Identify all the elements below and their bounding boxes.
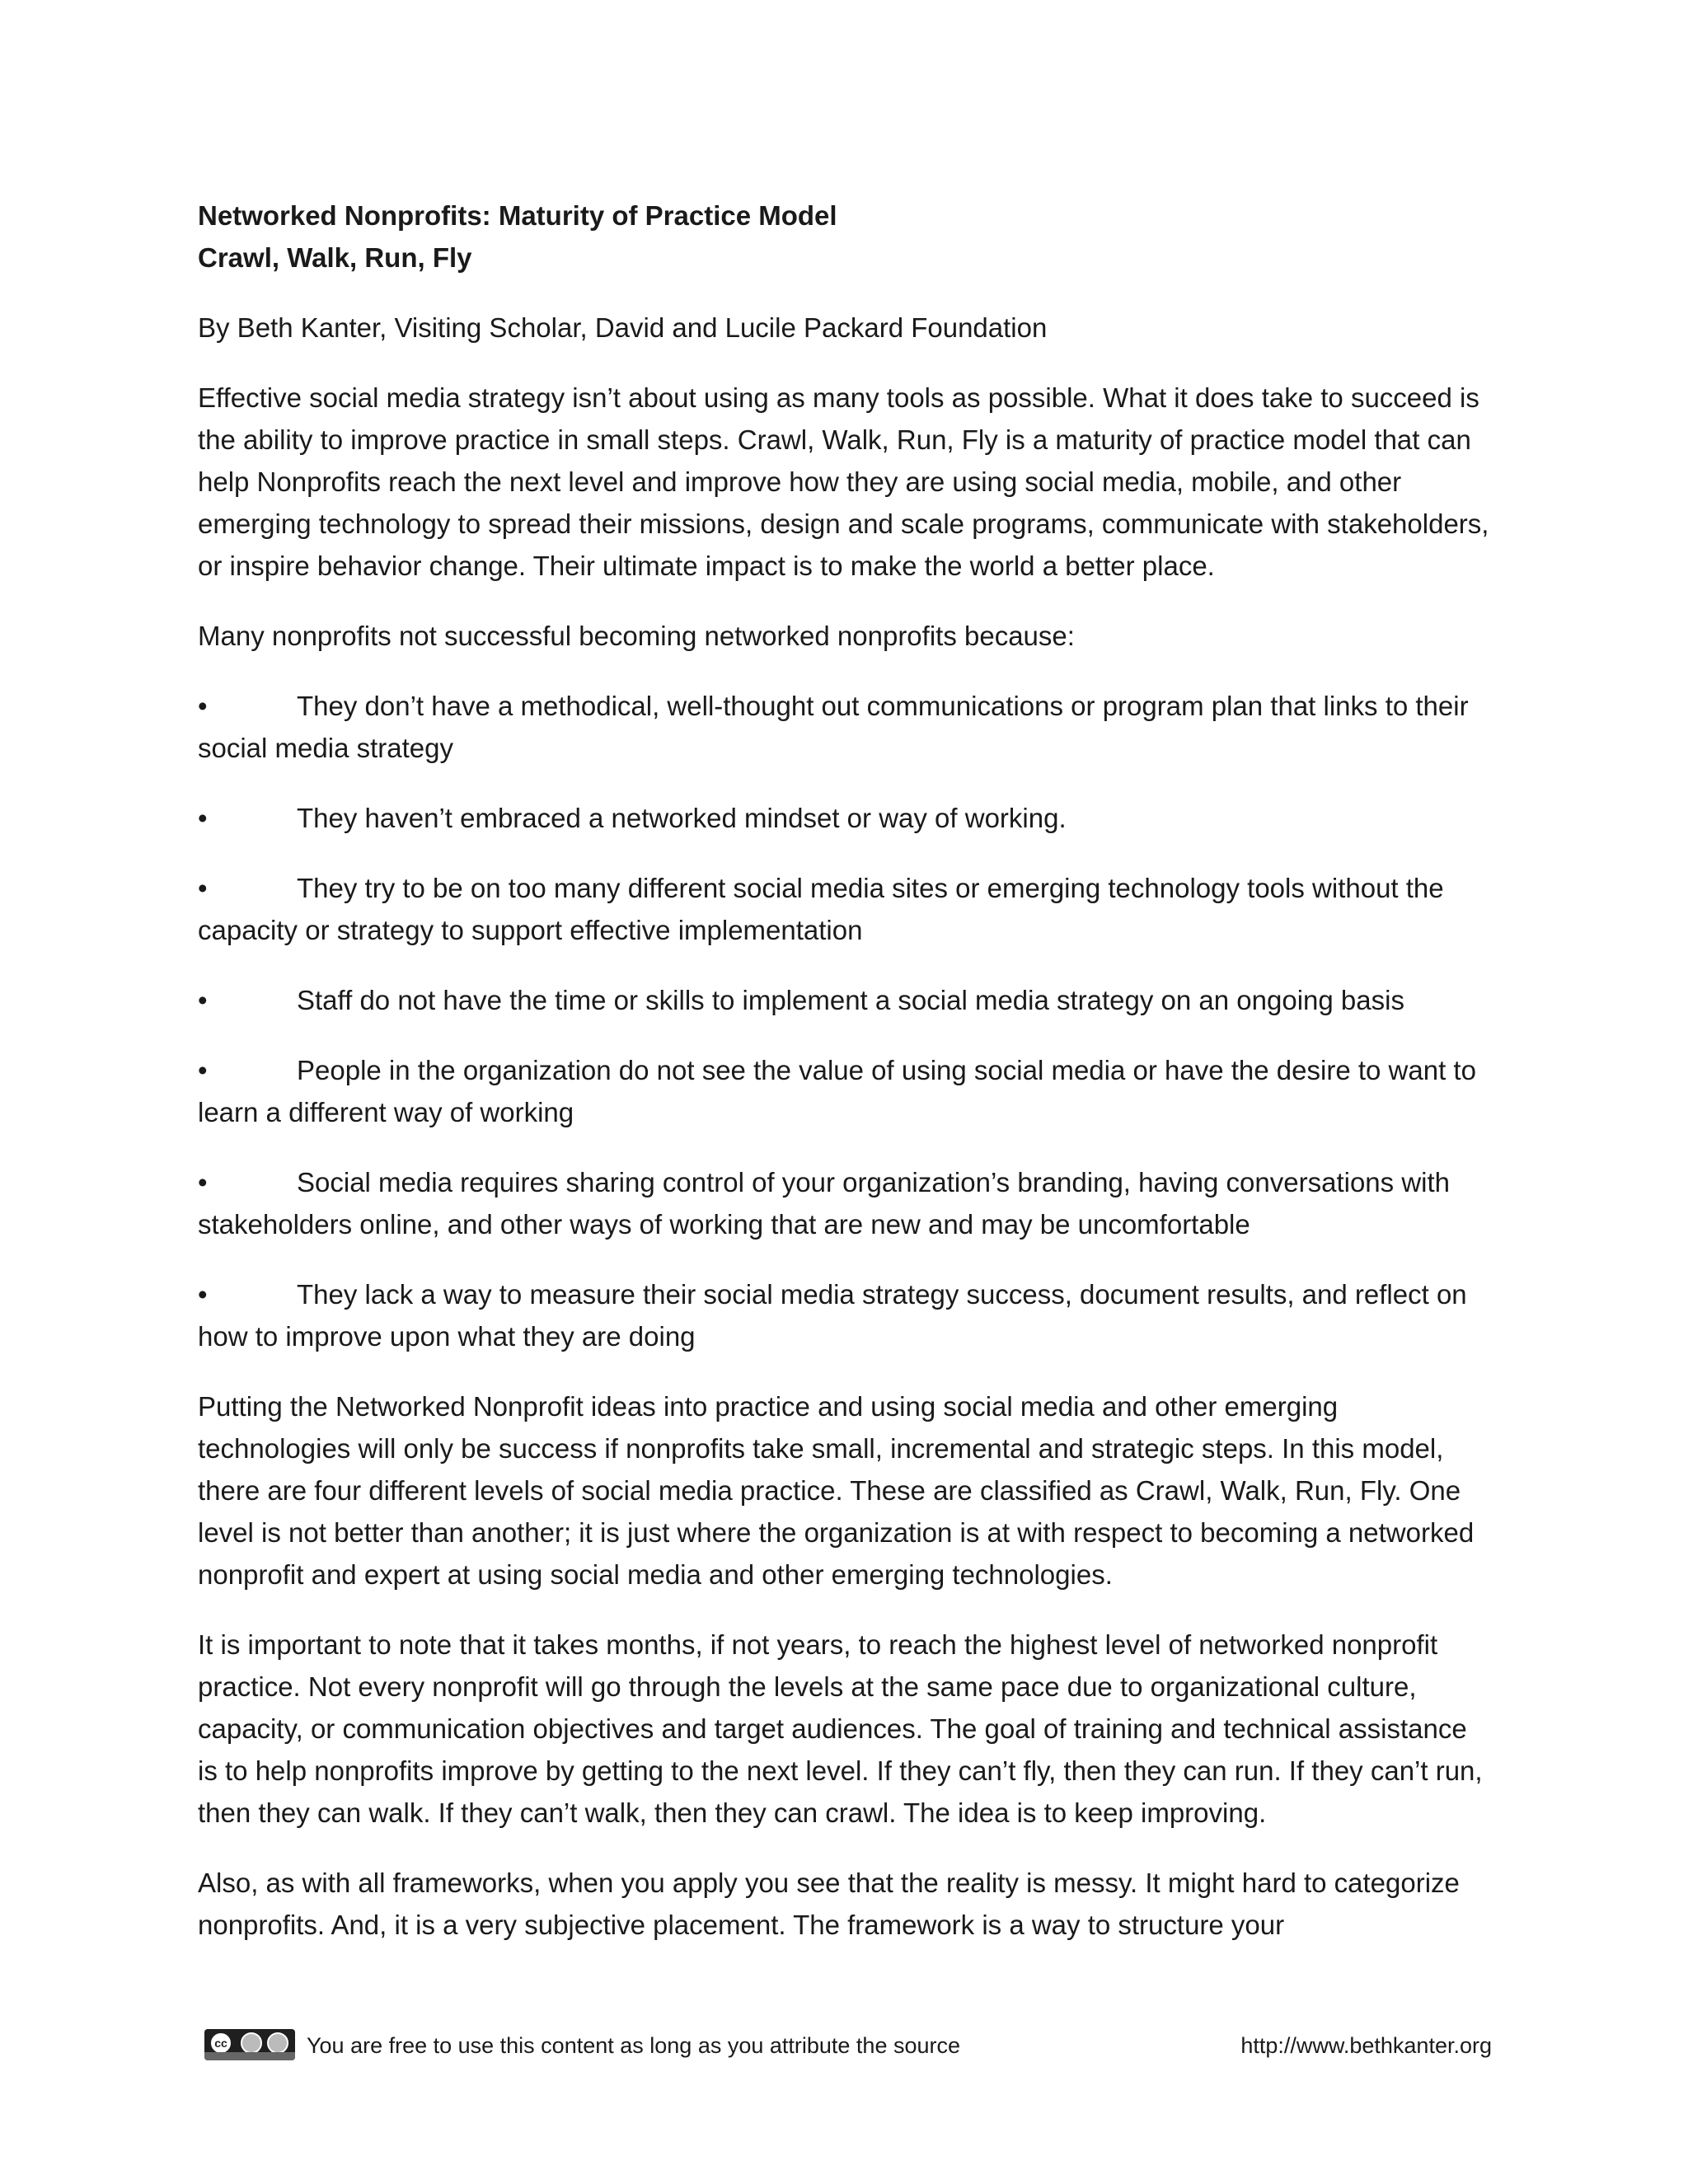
list-item-text: They haven’t embraced a networked mindset or way of working. [297, 803, 1067, 833]
bullet-icon: • [198, 873, 208, 903]
intro-paragraph: Effective social media strategy isn’t about using as many tools as possible. What it does take to succeed is the ability to improve practice in small steps. Crawl, Walk, Run, Fly is a maturity of practice model that can help Nonprofits reach the next level and improve how they are using social media, mobile, and other emerging technology to spread their missions, design and scale programs, communicate with stakeholders, or inspire behavior change. Their ultimate impact is to make the world a better place. [198, 382, 1489, 581]
website-link[interactable]: http://www.bethkanter.org [1240, 2033, 1492, 2058]
document-subtitle: Crawl, Walk, Run, Fly [198, 242, 472, 273]
creative-commons-icon [204, 2029, 295, 2060]
bullet-icon: • [198, 1279, 208, 1310]
bullet-icon: • [198, 803, 208, 833]
list-item [198, 867, 1492, 951]
list-item-text: They try to be on too many different social media sites or emerging technology tools without the capacity or strategy to support effective implementation [198, 873, 1444, 945]
list-item [198, 1161, 1492, 1245]
license-strip [204, 2052, 295, 2060]
list-item-text: People in the organization do not see the value of using social media or have the desire to want to learn a different way of working [198, 1055, 1476, 1127]
reasons-intro: Many nonprofits not successful becoming networked nonprofits because: [198, 621, 1075, 651]
bullet-icon: • [198, 1055, 208, 1085]
bullet-icon: • [198, 1167, 208, 1197]
list-item [198, 685, 1492, 769]
list-item [198, 1049, 1492, 1133]
page-footer [204, 2029, 1492, 2062]
list-item-text: They lack a way to measure their social media strategy success, document results, and reflect on how to improve upon what they are doing [198, 1279, 1467, 1352]
license-note: You are free to use this content as long as you attribute the source [307, 2033, 961, 2058]
author-byline: By Beth Kanter, Visiting Scholar, David and Lucile Packard Foundation [198, 312, 1048, 343]
list-item [198, 797, 1492, 839]
list-item-text: They don’t have a methodical, well-thought out communications or program plan that links to their social media strategy [198, 691, 1469, 763]
list-item-text: Staff do not have the time or skills to implement a social media strategy on an ongoing basis [297, 985, 1404, 1015]
noncommercial-icon [267, 2032, 288, 2054]
levels-paragraph: Putting the Networked Nonprofit ideas into practice and using social media and other emerging technologies will only be success if nonprofits take small, incremental and strategic steps. In this model, there are four different levels of social media practice. These are classified as Crawl, Walk, Run, Fly. One level is not better than another; it is just where the organization is at with respect to becoming a networked nonprofit and expert at using social media and other emerging technologies. [198, 1391, 1475, 1590]
bullet-icon: • [198, 691, 208, 721]
frameworks-paragraph: Also, as with all frameworks, when you apply you see that the reality is messy. It might hard to categorize nonprofits. And, it is a very subjective placement. The framework is a way to structure your [198, 1868, 1460, 1940]
document-body [198, 194, 1492, 1946]
list-item [198, 979, 1492, 1021]
list-item-text: Social media requires sharing control of your organization’s branding, having conversations with stakeholders online, and other ways of working that are new and may be uncomfortable [198, 1167, 1451, 1240]
list-item [198, 1273, 1492, 1357]
cc-logo-icon: cc [209, 2032, 232, 2055]
reasons-list [198, 685, 1492, 1357]
bullet-icon: • [198, 985, 208, 1015]
document-title: Networked Nonprofits: Maturity of Practice Model [198, 200, 837, 231]
time-paragraph: It is important to note that it takes months, if not years, to reach the highest level of networked nonprofit practice. Not every nonprofit will go through the levels at the same pace due to organizational culture, capacity, or communication objectives and target audiences. The goal of training and technical assistance is to help nonprofits improve by getting to the next level. If they can’t fly, then they can run. If they can’t run, then they can walk. If they can’t walk, then they can crawl. The idea is to keep improving. [198, 1629, 1483, 1828]
attribution-icon [241, 2032, 262, 2054]
